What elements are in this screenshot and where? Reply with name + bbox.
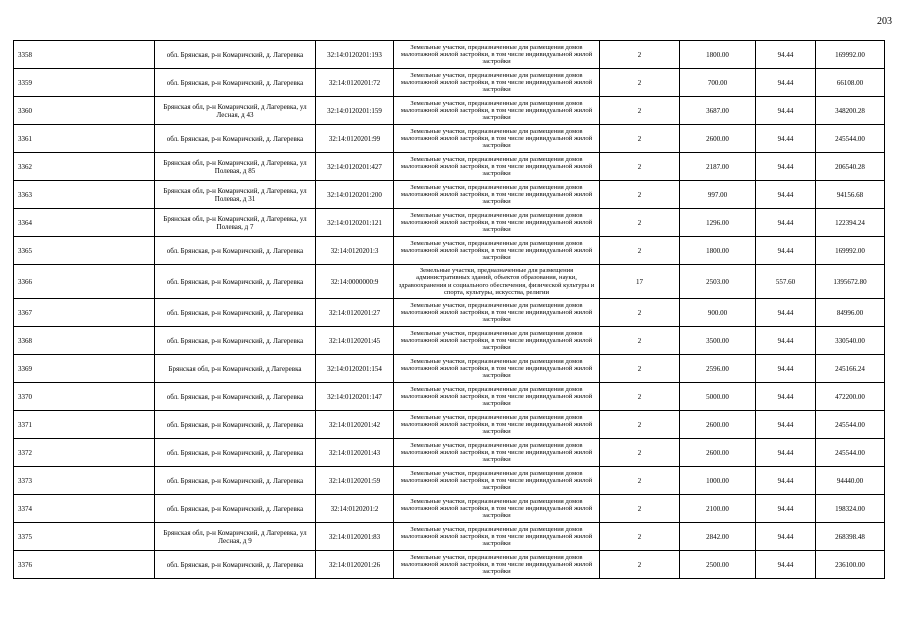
group-cell: 2 [600, 439, 680, 467]
specific-value-cell: 557.60 [756, 265, 816, 299]
table-body [14, 41, 885, 579]
table-row [14, 327, 885, 355]
table-row [14, 237, 885, 265]
address-cell: Брянская обл, р-н Комаричский, д Лагеревка, ул Полевая, д 85 [155, 153, 316, 181]
row-number-cell: 3369 [14, 355, 155, 383]
row-number-cell: 3366 [14, 265, 155, 299]
address-cell: обл. Брянская, р-н Комаричский, д. Лагеревка [155, 439, 316, 467]
address-cell: обл. Брянская, р-н Комаричский, д. Лагеревка [155, 467, 316, 495]
group-cell: 2 [600, 237, 680, 265]
cadastral-number-cell: 32:14:0120201:26 [316, 551, 394, 579]
area-cell: 3500.00 [680, 327, 756, 355]
row-number-cell: 3373 [14, 467, 155, 495]
specific-value-cell: 94.44 [756, 181, 816, 209]
table-row [14, 41, 885, 69]
table-row [14, 355, 885, 383]
row-number-cell: 3363 [14, 181, 155, 209]
land-use-purpose-cell: Земельные участки, предназначенные для размещения домов малоэтажной жилой застройки, в том числе индивидуальной жилой застройки [394, 439, 600, 467]
cadastral-value-cell: 66108.00 [816, 69, 885, 97]
specific-value-cell: 94.44 [756, 383, 816, 411]
cadastral-value-cell: 330540.00 [816, 327, 885, 355]
specific-value-cell: 94.44 [756, 411, 816, 439]
row-number-cell: 3361 [14, 125, 155, 153]
specific-value-cell: 94.44 [756, 327, 816, 355]
table-row [14, 125, 885, 153]
address-cell: обл. Брянская, р-н Комаричский, д. Лагеревка [155, 411, 316, 439]
specific-value-cell: 94.44 [756, 125, 816, 153]
cadastral-value-cell: 94440.00 [816, 467, 885, 495]
area-cell: 1800.00 [680, 237, 756, 265]
table-row [14, 153, 885, 181]
land-use-purpose-cell: Земельные участки, предназначенные для размещения домов малоэтажной жилой застройки, в том числе индивидуальной жилой застройки [394, 181, 600, 209]
cadastral-number-cell: 32:14:0120201:427 [316, 153, 394, 181]
row-number-cell: 3362 [14, 153, 155, 181]
table-row [14, 299, 885, 327]
table-row [14, 551, 885, 579]
specific-value-cell: 94.44 [756, 355, 816, 383]
group-cell: 2 [600, 327, 680, 355]
table-row [14, 69, 885, 97]
address-cell: обл. Брянская, р-н Комаричский, д. Лагеревка [155, 125, 316, 153]
cadastral-number-cell: 32:14:0120201:43 [316, 439, 394, 467]
address-cell: обл. Брянская, р-н Комаричский, д. Лагеревка [155, 41, 316, 69]
land-use-purpose-cell: Земельные участки, предназначенные для размещения домов малоэтажной жилой застройки, в том числе индивидуальной жилой застройки [394, 495, 600, 523]
table-row [14, 523, 885, 551]
table-row [14, 181, 885, 209]
cadastral-number-cell: 32:14:0120201:83 [316, 523, 394, 551]
cadastral-number-cell: 32:14:0120201:193 [316, 41, 394, 69]
cadastral-number-cell: 32:14:0120201:59 [316, 467, 394, 495]
address-cell: обл. Брянская, р-н Комаричский, д. Лагеревка [155, 237, 316, 265]
specific-value-cell: 94.44 [756, 299, 816, 327]
page-number: 203 [877, 16, 892, 27]
land-use-purpose-cell: Земельные участки, предназначенные для размещения административных зданий, объектов образования, науки, здравоохранения и социального обеспечения, физической культуры и спорта, культуры, искусства, религии [394, 265, 600, 299]
cadastral-value-cell: 245544.00 [816, 439, 885, 467]
area-cell: 900.00 [680, 299, 756, 327]
specific-value-cell: 94.44 [756, 153, 816, 181]
area-cell: 700.00 [680, 69, 756, 97]
cadastral-value-cell: 169992.00 [816, 237, 885, 265]
row-number-cell: 3368 [14, 327, 155, 355]
row-number-cell: 3376 [14, 551, 155, 579]
cadastral-value-cell: 245544.00 [816, 125, 885, 153]
row-number-cell: 3370 [14, 383, 155, 411]
group-cell: 2 [600, 41, 680, 69]
group-cell: 2 [600, 153, 680, 181]
cadastral-number-cell: 32:14:0120201:200 [316, 181, 394, 209]
cadastral-value-cell: 472200.00 [816, 383, 885, 411]
address-cell: Брянская обл, р-н Комаричский, д Лагеревка, ул Полевая, д 7 [155, 209, 316, 237]
land-use-purpose-cell: Земельные участки, предназначенные для размещения домов малоэтажной жилой застройки, в том числе индивидуальной жилой застройки [394, 209, 600, 237]
group-cell: 2 [600, 181, 680, 209]
group-cell: 2 [600, 355, 680, 383]
table-row [14, 265, 885, 299]
cadastral-number-cell: 32:14:0120201:45 [316, 327, 394, 355]
table-row [14, 467, 885, 495]
land-use-purpose-cell: Земельные участки, предназначенные для размещения домов малоэтажной жилой застройки, в том числе индивидуальной жилой застройки [394, 383, 600, 411]
area-cell: 2596.00 [680, 355, 756, 383]
address-cell: Брянская обл, р-н Комаричский, д Лагеревка [155, 355, 316, 383]
area-cell: 1296.00 [680, 209, 756, 237]
area-cell: 2503.00 [680, 265, 756, 299]
area-cell: 1000.00 [680, 467, 756, 495]
land-use-purpose-cell: Земельные участки, предназначенные для размещения домов малоэтажной жилой застройки, в том числе индивидуальной жилой застройки [394, 467, 600, 495]
group-cell: 2 [600, 209, 680, 237]
address-cell: Брянская обл, р-н Комаричский, д Лагеревка, ул Лесная, д 9 [155, 523, 316, 551]
cadastral-value-cell: 84996.00 [816, 299, 885, 327]
cadastral-value-cell: 245544.00 [816, 411, 885, 439]
specific-value-cell: 94.44 [756, 523, 816, 551]
row-number-cell: 3372 [14, 439, 155, 467]
group-cell: 2 [600, 299, 680, 327]
cadastral-value-cell: 169992.00 [816, 41, 885, 69]
land-use-purpose-cell: Земельные участки, предназначенные для размещения домов малоэтажной жилой застройки, в том числе индивидуальной жилой застройки [394, 97, 600, 125]
area-cell: 2187.00 [680, 153, 756, 181]
row-number-cell: 3367 [14, 299, 155, 327]
address-cell: обл. Брянская, р-н Комаричский, д. Лагеревка [155, 551, 316, 579]
group-cell: 2 [600, 523, 680, 551]
address-cell: обл. Брянская, р-н Комаричский, д. Лагеревка [155, 299, 316, 327]
cadastral-value-cell: 268398.48 [816, 523, 885, 551]
address-cell: обл. Брянская, р-н Комаричский, д. Лагеревка [155, 495, 316, 523]
row-number-cell: 3364 [14, 209, 155, 237]
specific-value-cell: 94.44 [756, 439, 816, 467]
row-number-cell: 3359 [14, 69, 155, 97]
cadastral-value-cell: 122394.24 [816, 209, 885, 237]
cadastral-number-cell: 32:14:0120201:147 [316, 383, 394, 411]
area-cell: 2600.00 [680, 125, 756, 153]
group-cell: 2 [600, 467, 680, 495]
table-row [14, 209, 885, 237]
land-use-purpose-cell: Земельные участки, предназначенные для размещения домов малоэтажной жилой застройки, в том числе индивидуальной жилой застройки [394, 69, 600, 97]
land-use-purpose-cell: Земельные участки, предназначенные для размещения домов малоэтажной жилой застройки, в том числе индивидуальной жилой застройки [394, 355, 600, 383]
address-cell: обл. Брянская, р-н Комаричский, д. Лагеревка [155, 383, 316, 411]
cadastral-value-table [13, 40, 885, 579]
area-cell: 2100.00 [680, 495, 756, 523]
table-row [14, 411, 885, 439]
group-cell: 2 [600, 495, 680, 523]
cadastral-number-cell: 32:14:0120201:2 [316, 495, 394, 523]
specific-value-cell: 94.44 [756, 41, 816, 69]
area-cell: 2500.00 [680, 551, 756, 579]
row-number-cell: 3371 [14, 411, 155, 439]
address-cell: Брянская обл, р-н Комаричский, д Лагеревка, ул Лесная, д 43 [155, 97, 316, 125]
cadastral-value-cell: 94156.68 [816, 181, 885, 209]
cadastral-number-cell: 32:14:0120201:159 [316, 97, 394, 125]
group-cell: 2 [600, 551, 680, 579]
area-cell: 2600.00 [680, 411, 756, 439]
area-cell: 5000.00 [680, 383, 756, 411]
table-row [14, 97, 885, 125]
address-cell: обл. Брянская, р-н Комаричский, д. Лагеревка [155, 69, 316, 97]
specific-value-cell: 94.44 [756, 69, 816, 97]
land-use-purpose-cell: Земельные участки, предназначенные для размещения домов малоэтажной жилой застройки, в том числе индивидуальной жилой застройки [394, 411, 600, 439]
land-use-purpose-cell: Земельные участки, предназначенные для размещения домов малоэтажной жилой застройки, в том числе индивидуальной жилой застройки [394, 237, 600, 265]
specific-value-cell: 94.44 [756, 551, 816, 579]
group-cell: 2 [600, 383, 680, 411]
address-cell: обл. Брянская, р-н Комаричский, д. Лагеревка [155, 327, 316, 355]
land-use-purpose-cell: Земельные участки, предназначенные для размещения домов малоэтажной жилой застройки, в том числе индивидуальной жилой застройки [394, 299, 600, 327]
cadastral-value-cell: 1395672.80 [816, 265, 885, 299]
cadastral-value-cell: 206540.28 [816, 153, 885, 181]
cadastral-value-cell: 198324.00 [816, 495, 885, 523]
row-number-cell: 3374 [14, 495, 155, 523]
specific-value-cell: 94.44 [756, 209, 816, 237]
group-cell: 2 [600, 411, 680, 439]
table-row [14, 439, 885, 467]
address-cell: Брянская обл, р-н Комаричский, д Лагеревка, ул Полевая, д 31 [155, 181, 316, 209]
group-cell: 17 [600, 265, 680, 299]
land-use-purpose-cell: Земельные участки, предназначенные для размещения домов малоэтажной жилой застройки, в том числе индивидуальной жилой застройки [394, 551, 600, 579]
cadastral-number-cell: 32:14:0120201:27 [316, 299, 394, 327]
cadastral-value-cell: 348200.28 [816, 97, 885, 125]
address-cell: обл. Брянская, р-н Комаричский, д. Лагеревка [155, 265, 316, 299]
specific-value-cell: 94.44 [756, 97, 816, 125]
cadastral-number-cell: 32:14:0120201:72 [316, 69, 394, 97]
group-cell: 2 [600, 125, 680, 153]
land-use-purpose-cell: Земельные участки, предназначенные для размещения домов малоэтажной жилой застройки, в том числе индивидуальной жилой застройки [394, 153, 600, 181]
row-number-cell: 3375 [14, 523, 155, 551]
area-cell: 2842.00 [680, 523, 756, 551]
cadastral-number-cell: 32:14:0120201:99 [316, 125, 394, 153]
group-cell: 2 [600, 97, 680, 125]
land-use-purpose-cell: Земельные участки, предназначенные для размещения домов малоэтажной жилой застройки, в том числе индивидуальной жилой застройки [394, 41, 600, 69]
specific-value-cell: 94.44 [756, 495, 816, 523]
area-cell: 3687.00 [680, 97, 756, 125]
land-use-purpose-cell: Земельные участки, предназначенные для размещения домов малоэтажной жилой застройки, в том числе индивидуальной жилой застройки [394, 327, 600, 355]
land-use-purpose-cell: Земельные участки, предназначенные для размещения домов малоэтажной жилой застройки, в том числе индивидуальной жилой застройки [394, 523, 600, 551]
table-row [14, 383, 885, 411]
specific-value-cell: 94.44 [756, 237, 816, 265]
table-row [14, 495, 885, 523]
cadastral-number-cell: 32:14:0120201:3 [316, 237, 394, 265]
land-use-purpose-cell: Земельные участки, предназначенные для размещения домов малоэтажной жилой застройки, в том числе индивидуальной жилой застройки [394, 125, 600, 153]
area-cell: 2600.00 [680, 439, 756, 467]
cadastral-value-cell: 245166.24 [816, 355, 885, 383]
specific-value-cell: 94.44 [756, 467, 816, 495]
area-cell: 1800.00 [680, 41, 756, 69]
cadastral-number-cell: 32:14:0000000:9 [316, 265, 394, 299]
area-cell: 997.00 [680, 181, 756, 209]
row-number-cell: 3365 [14, 237, 155, 265]
row-number-cell: 3358 [14, 41, 155, 69]
group-cell: 2 [600, 69, 680, 97]
cadastral-value-cell: 236100.00 [816, 551, 885, 579]
row-number-cell: 3360 [14, 97, 155, 125]
cadastral-number-cell: 32:14:0120201:42 [316, 411, 394, 439]
cadastral-number-cell: 32:14:0120201:154 [316, 355, 394, 383]
cadastral-number-cell: 32:14:0120201:121 [316, 209, 394, 237]
